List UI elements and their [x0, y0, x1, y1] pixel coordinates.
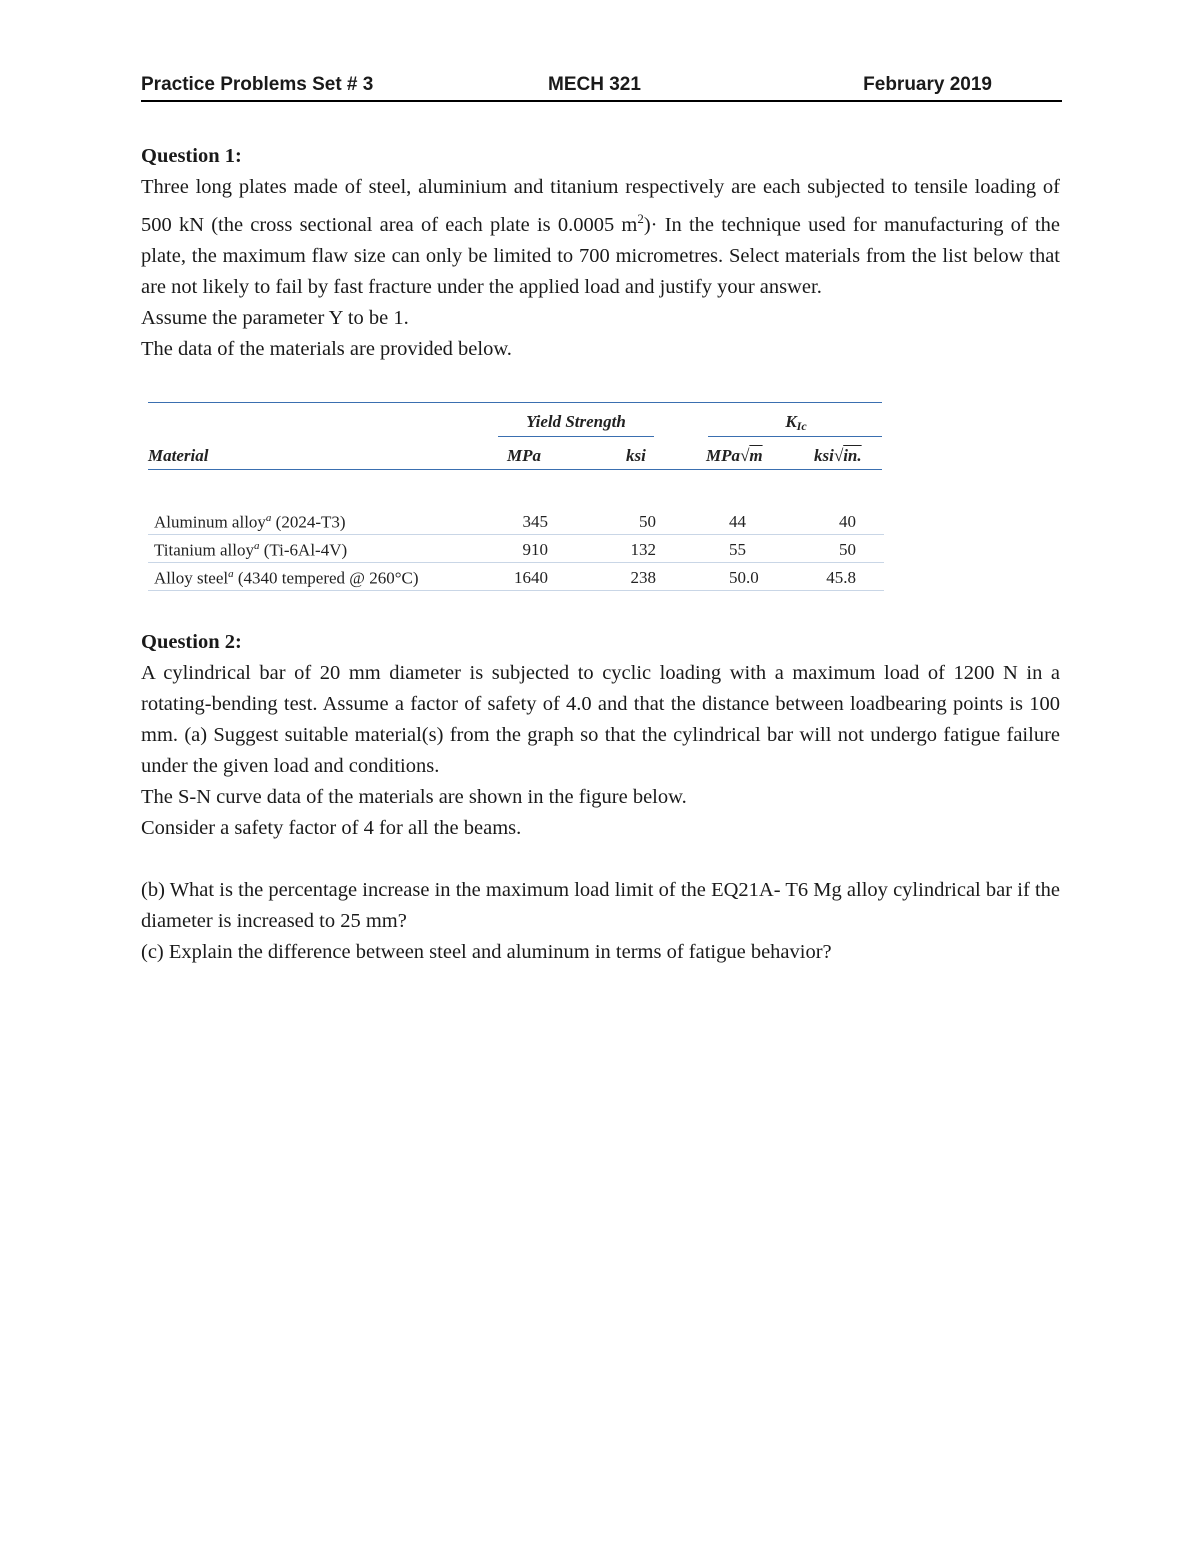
material-name	[154, 512, 346, 533]
page-header	[141, 72, 1062, 102]
col-header-mpa: MPa	[507, 446, 541, 465]
question-2	[141, 627, 1060, 844]
question-2-part-c: (c) Explain the difference between steel and aluminum in terms of fatigue behavior?	[141, 941, 832, 963]
kic-ksi-sqrt-in: 50	[839, 540, 856, 559]
material-spec: (Ti-6Al-4V)	[259, 540, 348, 560]
yield-mpa: 1640	[514, 568, 548, 587]
table-row	[148, 534, 884, 563]
question-2-parts	[141, 875, 1060, 968]
question-1-assumption: Assume the parameter Y to be 1.	[141, 306, 409, 329]
kic-mpa-sqrt-m: 50.0	[729, 568, 759, 587]
question-2-sn-note: The S-N curve data of the materials are shown in the figure below.	[141, 786, 687, 808]
sqrt-sign: √	[740, 446, 750, 465]
kic-group-rule	[708, 436, 882, 437]
footnote-marker: a	[253, 540, 260, 552]
yield-ksi: 238	[630, 568, 656, 587]
kic-mpa-sqrt-m: 55	[729, 540, 746, 559]
question-2-text: A cylindrical bar of 20 mm diameter is subjected to cyclic loading with a maximum load of 1200 N in a rotating-bending test. Assume a factor of safety of 4.0 and that the distance between loadbearing points is 100 mm. (a) Suggest suitable material(s) from the graph so that the cylindrical bar will not undergo fatigue failure under the given load and conditions.	[141, 662, 1060, 777]
kic-ksi-sqrt-in: 45.8	[826, 568, 856, 587]
yield-strength-group-rule	[498, 436, 654, 437]
question-1-text	[141, 172, 1060, 303]
col-header-material: Material	[148, 446, 209, 465]
kic-subscript: Ic	[796, 419, 807, 433]
material-spec: (2024-T3)	[271, 512, 346, 532]
question-1-text-part1: Three long plates made of steel, aluminium and titanium respectively are each subjected to tensile loading of 500 kN (the cross sectional area of each plate is 0.0005 m	[141, 176, 1060, 236]
kic-group-label	[708, 412, 884, 434]
table-row	[148, 562, 884, 591]
col-header-ksi-sqrt-in-root: in.	[843, 446, 862, 465]
yield-strength-group-label: Yield Strength	[526, 412, 626, 431]
col-header-ksi: ksi	[626, 446, 646, 465]
material-spec: (4340 tempered @ 260°C)	[233, 568, 419, 588]
table-row	[148, 506, 884, 535]
question-1-heading: Question 1:	[141, 145, 242, 167]
col-header-ksi-sqrt-in	[814, 446, 862, 466]
col-header-mpa-sqrt-m-root: m	[749, 446, 763, 465]
material-name	[154, 540, 347, 561]
sqrt-sign: √	[833, 446, 844, 465]
question-2-part-b: (b) What is the percentage increase in the maximum load limit of the EQ21A- T6 Mg alloy cylindrical bar if the diameter is increased to 25 mm?	[141, 879, 1060, 932]
question-2-heading: Question 2:	[141, 631, 242, 653]
question-1	[141, 141, 1060, 365]
question-2-safety-note: Consider a safety factor of 4 for all the beams.	[141, 817, 522, 839]
table-top-rule	[148, 402, 882, 403]
table-header-rule	[148, 469, 882, 470]
superscript-2: 2	[637, 211, 644, 226]
col-header-mpa-sqrt-m-prefix: MPa	[706, 446, 740, 465]
header-date: February 2019	[863, 74, 992, 95]
col-header-mpa-sqrt-m	[706, 446, 763, 466]
kic-mpa-sqrt-m: 44	[729, 512, 746, 531]
footnote-marker: a	[228, 568, 234, 580]
material-name-text: Aluminum alloy	[154, 512, 266, 532]
material-name-text: Alloy steel	[154, 568, 229, 588]
kic-k: K	[785, 412, 797, 431]
yield-mpa: 910	[522, 540, 548, 559]
header-course-code: MECH 321	[548, 74, 641, 95]
yield-mpa: 345	[522, 512, 548, 531]
col-header-ksi-sqrt-in-prefix: ksi	[814, 446, 834, 465]
header-course-set: Practice Problems Set # 3	[141, 74, 374, 95]
material-name-text: Titanium alloy	[154, 540, 254, 560]
yield-ksi: 50	[639, 512, 656, 531]
question-1-data-note: The data of the materials are provided below.	[141, 337, 512, 360]
footnote-marker: a	[265, 512, 272, 524]
yield-ksi: 132	[630, 540, 656, 559]
kic-ksi-sqrt-in: 40	[839, 512, 856, 531]
question-1-text-part2: )· In the technique used for manufacturing of the plate, the maximum flaw size can only be limited to 700 micrometres. Select materials from the list below that are not likely to fail by fast fracture under the applied load and justify your answer.	[141, 213, 1060, 298]
material-name	[154, 568, 419, 589]
